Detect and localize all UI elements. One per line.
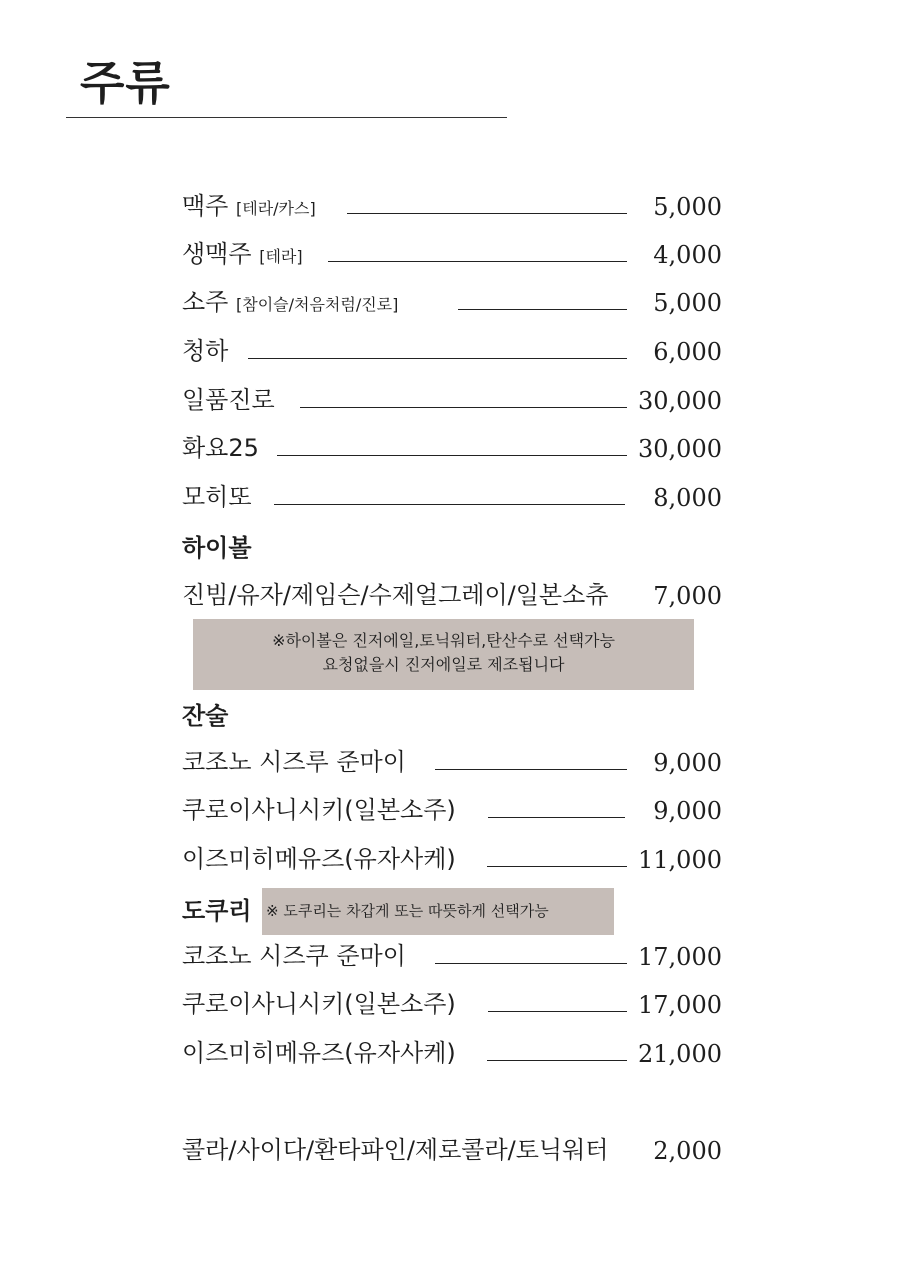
- menu-item-draft-beer: [182, 238, 722, 272]
- leader-line: [487, 866, 627, 867]
- leader-line: [328, 261, 627, 262]
- leader-line: [248, 358, 627, 359]
- menu-item-dokuri-kuroi: [182, 988, 722, 1022]
- leader-line: [277, 455, 627, 456]
- item-name: 이즈미히메유즈(유자사케): [182, 1039, 456, 1067]
- item-price: 17,000: [638, 991, 722, 1019]
- menu-item-glass-kozono: [182, 746, 722, 780]
- item-name: 쿠로이사니시키(일본소주): [182, 796, 456, 824]
- menu-item-mohito: [182, 481, 722, 515]
- highball-note: [193, 619, 694, 690]
- item-name: 생맥주 [테라]: [182, 240, 303, 268]
- item-price: 30,000: [638, 387, 722, 415]
- leader-line: [488, 1011, 627, 1012]
- item-price: 9,000: [653, 749, 722, 777]
- item-price: 11,000: [638, 846, 722, 874]
- leader-line: [274, 504, 625, 505]
- item-price: 5,000: [653, 193, 722, 221]
- section-title-dokuri: 도쿠리: [182, 897, 252, 925]
- item-name: 이즈미히메유즈(유자사케): [182, 845, 456, 873]
- item-name: 코조노 시즈쿠 준마이: [182, 942, 406, 970]
- item-price: 9,000: [653, 797, 722, 825]
- item-price: 21,000: [638, 1040, 722, 1068]
- menu-item-highball: [182, 579, 722, 613]
- leader-line: [488, 817, 625, 818]
- leader-line: [487, 1060, 627, 1061]
- section-title-highball: 하이볼: [182, 534, 252, 562]
- menu-item-chungha: [182, 335, 722, 369]
- item-name: 콜라/사이다/환타파인/제로콜라/토닉워터: [182, 1136, 609, 1164]
- menu-item-ilpum-jinro: [182, 384, 722, 418]
- menu-item-dokuri-izumi: [182, 1037, 722, 1071]
- item-price: 4,000: [653, 241, 722, 269]
- item-price: 7,000: [653, 582, 722, 610]
- item-price: 6,000: [653, 338, 722, 366]
- item-name: 화요25: [182, 434, 259, 462]
- dokuri-note: ※ 도쿠리는 차갑게 또는 따뜻하게 선택가능: [262, 888, 614, 935]
- leader-line: [458, 309, 627, 310]
- note-line: 요청없을시 진저에일로 제조됩니다: [322, 655, 565, 674]
- item-name: 소주 [참이슬/처음처럼/진로]: [182, 288, 399, 316]
- item-price: 17,000: [638, 943, 722, 971]
- menu-item-glass-izumi: [182, 843, 722, 877]
- item-price: 2,000: [653, 1137, 722, 1165]
- menu-item-beer: [182, 190, 722, 224]
- item-name: 청하: [182, 337, 229, 365]
- menu-item-dokuri-kozono: [182, 940, 722, 974]
- item-name: 맥주 [테라/카스]: [182, 192, 316, 220]
- menu-item-glass-kuroi: [182, 794, 722, 828]
- section-title-glass: 잔술: [182, 702, 229, 730]
- item-price: 8,000: [653, 484, 722, 512]
- title-underline: [66, 117, 507, 118]
- note-line: ※하이볼은 진저에일,토닉워터,탄산수로 선택가능: [272, 631, 615, 650]
- menu-item-hwayo: [182, 432, 722, 466]
- item-price: 30,000: [638, 435, 722, 463]
- item-name: 쿠로이사니시키(일본소주): [182, 990, 456, 1018]
- item-price: 5,000: [653, 289, 722, 317]
- leader-line: [347, 213, 627, 214]
- page-title: 주류: [80, 56, 171, 110]
- item-name: 모히또: [182, 483, 252, 511]
- item-name: 일품진로: [182, 386, 275, 414]
- leader-line: [435, 963, 627, 964]
- item-name: 코조노 시즈루 준마이: [182, 748, 406, 776]
- menu-item-soft-drinks: [182, 1134, 722, 1168]
- leader-line: [300, 407, 627, 408]
- menu-item-soju: [182, 286, 722, 320]
- leader-line: [435, 769, 627, 770]
- item-name: 진빔/유자/제임슨/수제얼그레이/일본소츄: [182, 581, 609, 609]
